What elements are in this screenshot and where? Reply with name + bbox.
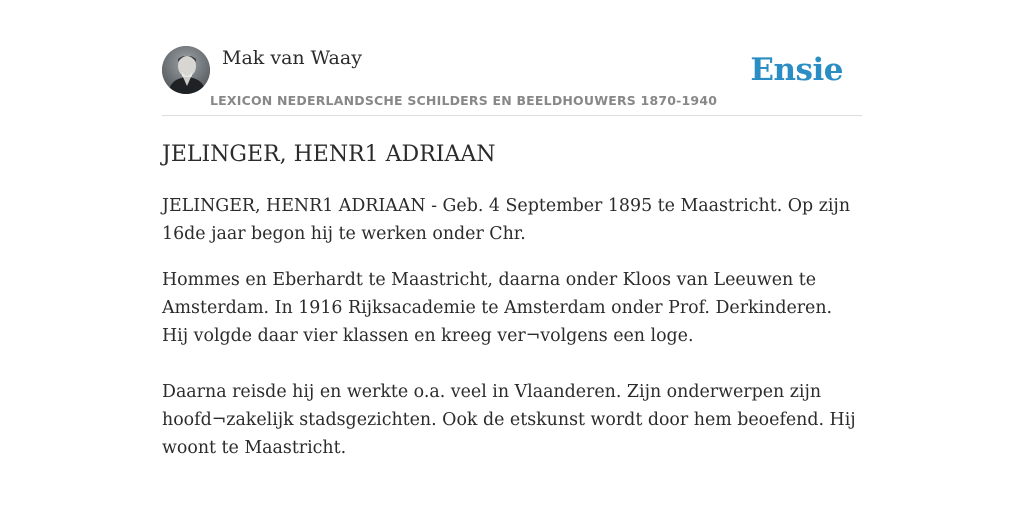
article-paragraph: Hommes en Eberhardt te Maastricht, daarna onder Kloos van Leeuwen te Amsterdam. In 1916 Rijksacademie te Amsterdam onder Prof. Derkinderen. Hij volgde daar vier klassen en kreeg ver¬volgens een loge. Daarna reisde hij en werkte o.a. veel in Vlaanderen. Zijn onderwerpen zijn hoofd¬zakelijk stadsgezichten. Ook de etskunst wordt door hem beoefend. Hij woont te Maastricht. bbox=[162, 270, 856, 458]
author-portrait-icon bbox=[162, 46, 210, 94]
author-avatar[interactable] bbox=[162, 46, 210, 94]
header bbox=[162, 46, 862, 116]
author-name[interactable]: Mak van Waay bbox=[222, 47, 362, 69]
page-title: JELINGER, HENR1 ADRIAAN bbox=[162, 142, 496, 167]
ensie-logo[interactable]: Ensie bbox=[750, 52, 843, 88]
article-body bbox=[162, 192, 862, 480]
article-paragraph: JELINGER, HENR1 ADRIAAN - Geb. 4 September 1895 te Maastricht. Op zijn 16de jaar begon hij te werken onder Chr. bbox=[162, 196, 851, 244]
book-title[interactable]: LEXICON NEDERLANDSCHE SCHILDERS EN BEELDHOUWERS 1870-1940 bbox=[210, 93, 718, 108]
